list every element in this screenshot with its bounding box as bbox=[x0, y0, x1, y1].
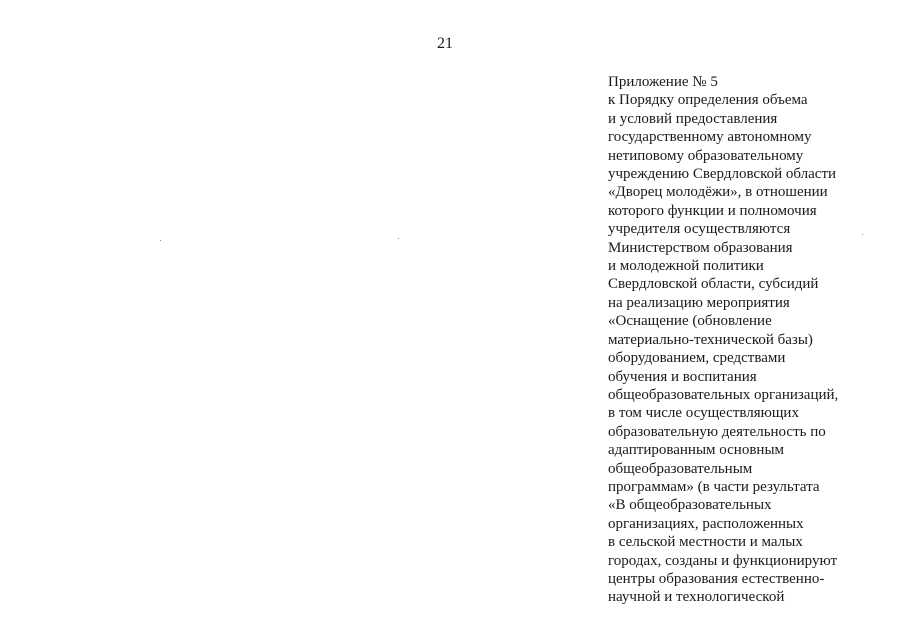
appendix-line: учредителя осуществляются bbox=[608, 221, 791, 238]
appendix-line: и условий предоставления bbox=[608, 110, 778, 127]
appendix-line: государственному автономному bbox=[608, 129, 812, 146]
page-number: 21 bbox=[437, 35, 453, 52]
appendix-line: «В общеобразовательных bbox=[608, 497, 772, 514]
appendix-line: общеобразовательных организаций, bbox=[608, 386, 839, 403]
appendix-heading-block bbox=[608, 73, 898, 607]
appendix-line: обучения и воспитания bbox=[608, 368, 757, 385]
appendix-line: на реализацию мероприятия bbox=[608, 294, 790, 311]
scan-speck bbox=[862, 234, 863, 235]
scan-speck bbox=[160, 240, 161, 241]
appendix-line: организациях, расположенных bbox=[608, 515, 804, 532]
appendix-line: оборудованием, средствами bbox=[608, 350, 786, 367]
appendix-line: нетиповому образовательному bbox=[608, 147, 804, 164]
appendix-line: Министерством образования bbox=[608, 239, 793, 256]
appendix-line: которого функции и полномочия bbox=[608, 202, 817, 219]
appendix-line: программам» (в части результата bbox=[608, 478, 820, 495]
appendix-line: городах, созданы и функционируют bbox=[608, 552, 838, 569]
appendix-line: общеобразовательным bbox=[608, 460, 753, 477]
appendix-line: Свердловской области, субсидий bbox=[608, 276, 819, 293]
appendix-line: учреждению Свердловской области bbox=[608, 166, 837, 183]
scan-speck bbox=[398, 238, 399, 239]
appendix-line: материально-технической базы) bbox=[608, 331, 813, 348]
appendix-line: центры образования естественно- bbox=[608, 570, 825, 587]
appendix-line: образовательную деятельность по bbox=[608, 423, 826, 440]
appendix-line: к Порядку определения объема bbox=[608, 92, 808, 109]
appendix-line: научной и технологической bbox=[608, 589, 785, 606]
appendix-line: в том числе осуществляющих bbox=[608, 405, 799, 422]
appendix-line: Приложение № 5 bbox=[608, 74, 718, 90]
appendix-line: и молодежной политики bbox=[608, 258, 764, 275]
appendix-line: «Дворец молодёжи», в отношении bbox=[608, 184, 828, 201]
appendix-line: «Оснащение (обновление bbox=[608, 313, 772, 330]
appendix-line: адаптированным основным bbox=[608, 442, 785, 459]
appendix-line: в сельской местности и малых bbox=[608, 534, 803, 551]
